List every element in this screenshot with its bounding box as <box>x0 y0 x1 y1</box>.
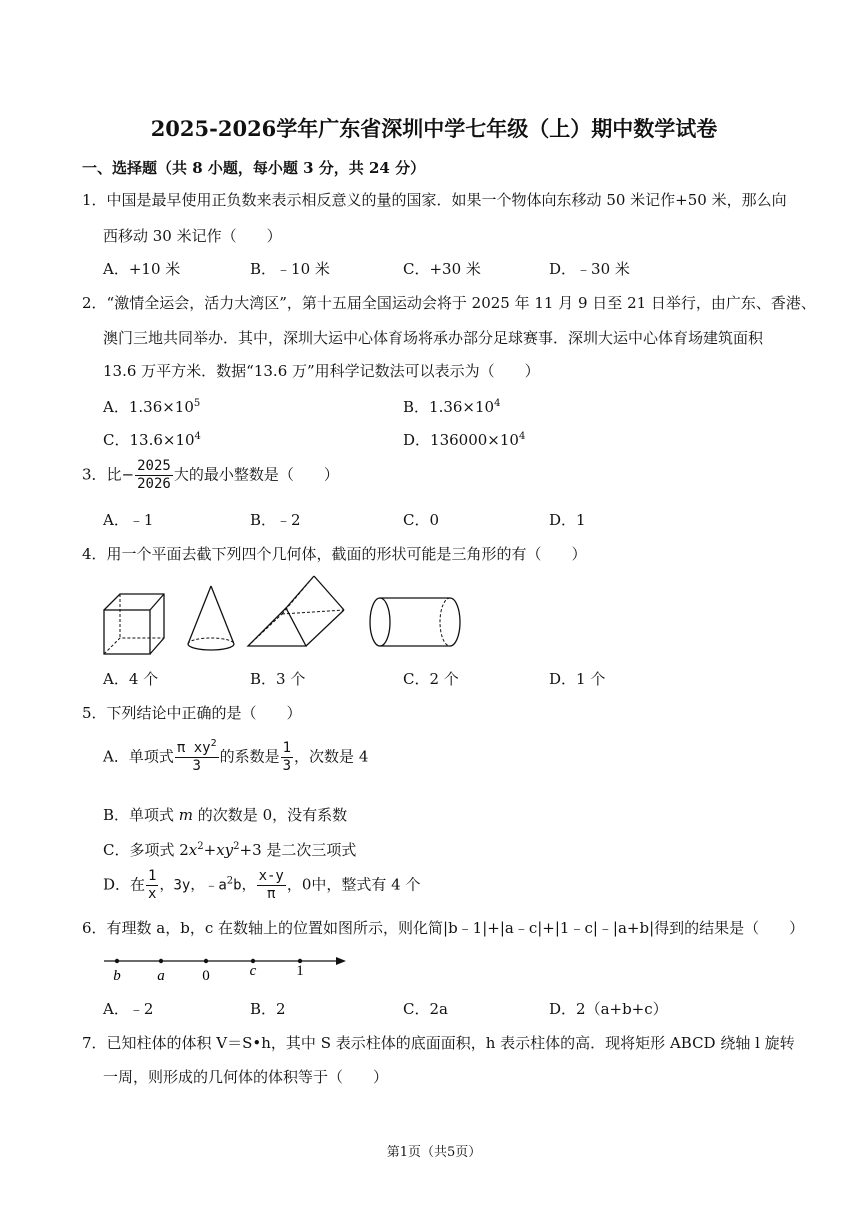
question-1-option-d: D．﹣30 米 <box>549 260 630 278</box>
minus-sign: − <box>121 465 135 484</box>
question-5-option-b: B．单项式 m 的次数是 0，没有系数 <box>103 806 348 824</box>
question-5-stem: 5．下列结论中正确的是（ ） <box>82 704 302 722</box>
question-4-stem: 4．用一个平面去截下列四个几何体，截面的形状可能是三角形的有（ ） <box>82 545 587 563</box>
question-6-option-c: C．2a <box>403 1000 448 1018</box>
fraction-1-over-3: $\frac{1}{3}$ <box>282 740 292 774</box>
question-4-option-d: D．1 个 <box>549 670 606 688</box>
question-7-line-2: 一周，则形成的几何体的体积等于（ ） <box>103 1068 389 1086</box>
question-3-option-c: C．0 <box>403 511 440 529</box>
question-1-option-b: B．﹣10 米 <box>250 260 330 278</box>
question-2-line-3: 13.6 万平方米．数据“13.6 万”用科学记数法可以表示为（ ） <box>103 362 540 380</box>
question-5-option-c: C．多项式 $2x^2+xy^2+3$ 是二次三项式 <box>103 841 357 859</box>
axis-label-0: 0 <box>202 968 210 984</box>
question-3-stem: 3．比− $\frac{2025}{2026}$ 大的最小整数是（ ） <box>82 458 339 492</box>
question-2-option-c: C．$13.6\times 10^4$ <box>103 431 201 449</box>
question-1-line-1: 1．中国是最早使用正负数来表示相反意义的量的国家．如果一个物体向东移动 50 米记作+50 米，那么向 <box>82 191 787 209</box>
question-3-option-d: D．1 <box>549 511 586 529</box>
question-4-option-b: B．3 个 <box>250 670 306 688</box>
question-6-option-d: D．2（a+b+c） <box>549 1000 668 1018</box>
question-3-option-a: A．﹣1 <box>103 511 154 529</box>
fraction-pi-xy2-over-3: $\frac{\pi xy^2}{3}$ <box>176 738 217 774</box>
question-5-option-a: A．单项式 $\frac{\pi xy^2}{3}$ 的系数是 $\frac{1}{3}$ ，次数是 4 <box>103 738 369 774</box>
question-6-option-a: A．﹣2 <box>103 1000 154 1018</box>
question-1-option-a: A．+10 米 <box>103 260 181 278</box>
question-1-option-c: C．+30 米 <box>403 260 481 278</box>
page-title: 2025-2026学年广东省深圳中学七年级（上）期中数学试卷 <box>150 116 718 141</box>
axis-label-a: a <box>157 968 165 984</box>
fraction-1-over-x: $\frac{1}{x}$ <box>148 868 157 902</box>
cylinder-figure <box>368 596 468 652</box>
axis-label-c: c <box>249 963 257 979</box>
fraction-2025-2026: $\frac{2025}{2026}$ <box>137 458 171 492</box>
question-4-option-a: A．4 个 <box>103 670 159 688</box>
cube-figure <box>100 590 170 660</box>
question-2-option-b: B．$1.36\times 10^4$ <box>403 398 501 416</box>
page-footer: 第1页（共5页） <box>386 1145 482 1160</box>
question-7-line-1: 7．已知柱体的体积 V＝S•h，其中 S 表示柱体的底面面积，h 表示柱体的高．现将矩形 ABCD 绕轴 l 旋转 <box>82 1034 795 1052</box>
question-2-line-2: 澳门三地共同举办．其中，深圳大运中心体育场将承办部分足球赛事．深圳大运中心体育场建筑面积 <box>103 329 764 347</box>
question-2-line-1: 2．“激情全运会，活力大湾区”，第十五届全国运动会将于 2025 年 11 月 9 日至 21 日举行，由广东、香港、 <box>82 294 816 312</box>
number-line-figure <box>100 952 350 986</box>
question-5-option-d: D．在 $\frac{1}{x}$ ，3y，$﹣a^2b$， $\frac{x-y}{\pi}$ ，0中，整式有 4 个 <box>103 868 421 902</box>
question-4-option-c: C．2 个 <box>403 670 459 688</box>
section-heading: 一、选择题（共 8 小题，每小题 3 分，共 24 分） <box>82 159 426 177</box>
axis-label-b: b <box>113 968 121 984</box>
triangular-prism-figure <box>244 574 348 654</box>
question-3-option-b: B．﹣2 <box>250 511 301 529</box>
question-2-option-a: A．$1.36\times 10^5$ <box>103 398 201 416</box>
question-1-line-2: 西移动 30 米记作（ ） <box>103 227 282 245</box>
axis-label-1: 1 <box>296 963 304 979</box>
question-6-option-b: B．2 <box>250 1000 286 1018</box>
question-2-option-d: D．$136000\times 10^4$ <box>403 431 526 449</box>
cone-figure <box>184 584 244 656</box>
fraction-x-minus-y-over-pi: $\frac{x-y}{\pi}$ <box>258 868 284 902</box>
question-6-stem: 6．有理数 a，b，c 在数轴上的位置如图所示，则化简|b﹣1|+|a﹣c|+|1﹣c|﹣|a+b|得到的结果是（ ） <box>82 919 805 937</box>
